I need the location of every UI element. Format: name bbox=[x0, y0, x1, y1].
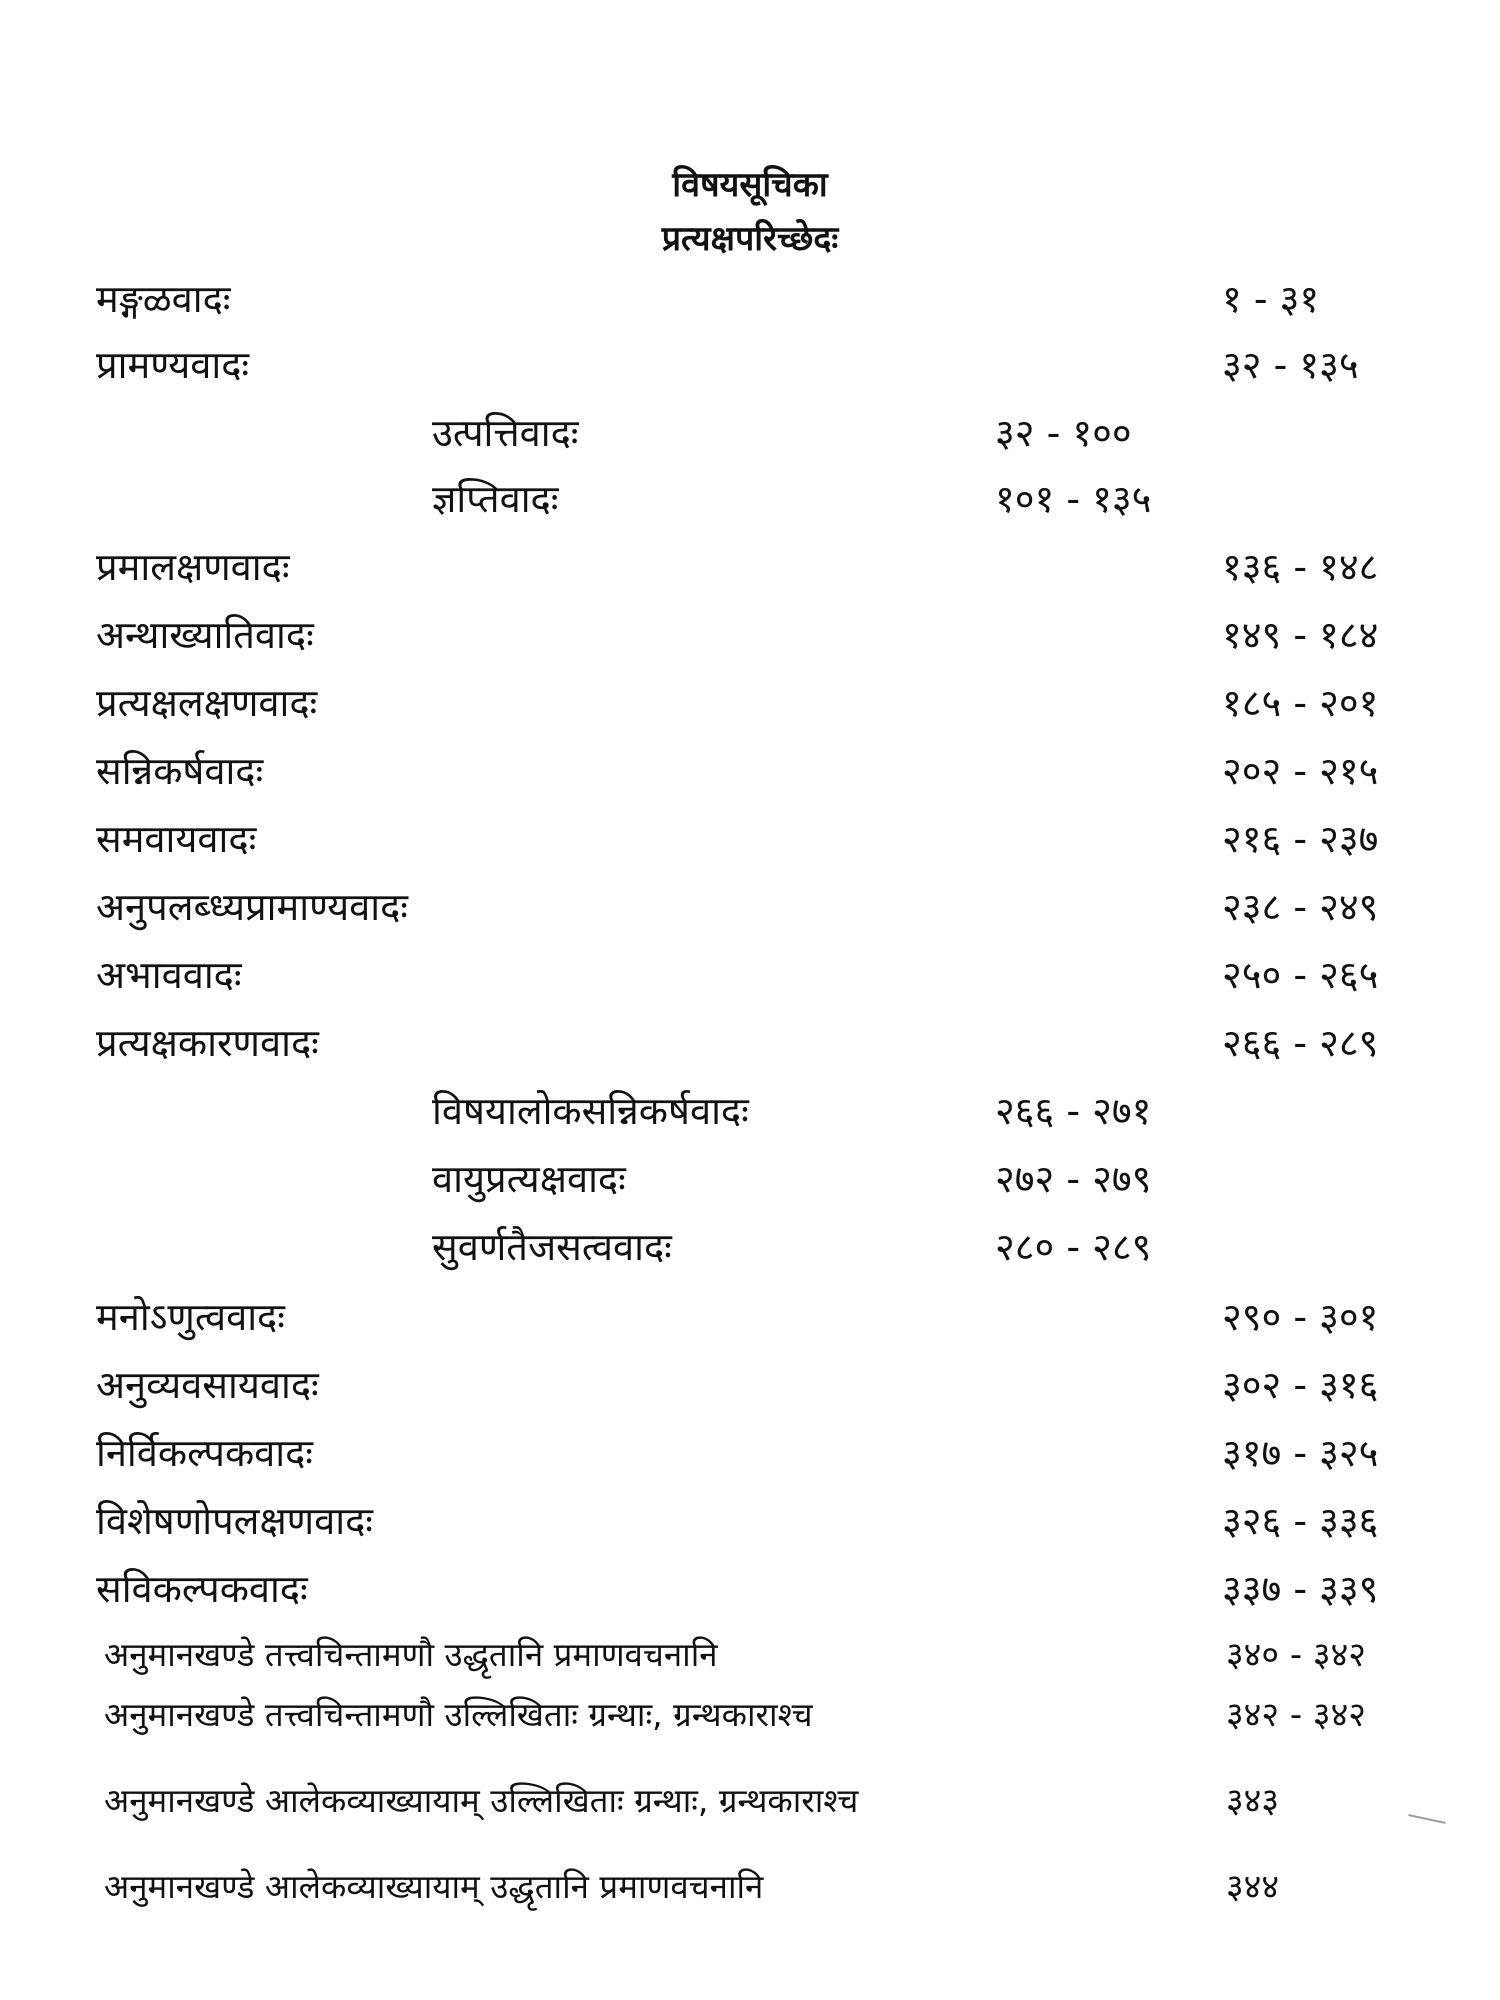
toc-entry-pages: २५० - २६५ bbox=[1222, 953, 1379, 997]
toc-subentry bbox=[0, 1157, 1500, 1220]
toc-entry-label: प्रमालक्षणवादः bbox=[96, 545, 290, 589]
toc-entry bbox=[0, 613, 1500, 676]
toc-entry-pages: १८५ - २०१ bbox=[1222, 681, 1379, 725]
toc-entry-label: प्रत्यक्षलक्षणवादः bbox=[96, 681, 318, 725]
toc-appendix-label: अनुमानखण्डे तत्त्वचिन्तामणौ उल्लिखिताः ग्रन्थाः, ग्रन्थकाराश्च bbox=[104, 1695, 813, 1734]
toc-subentry-label: विषयालोकसन्निकर्षवादः bbox=[432, 1089, 749, 1133]
toc-entry-pages: २६६ - २८९ bbox=[1222, 1021, 1379, 1065]
toc-subentry-pages: २७२ - २७९ bbox=[995, 1157, 1152, 1201]
toc-subentry bbox=[0, 477, 1500, 540]
toc-subentry-label: सुवर्णतैजसत्ववादः bbox=[432, 1225, 672, 1269]
toc-subentry-pages: १०१ - १३५ bbox=[995, 477, 1152, 521]
toc-entry bbox=[0, 1499, 1500, 1562]
toc-entry-pages: २०२ - २१५ bbox=[1222, 749, 1379, 793]
toc-subentry-label: ज्ञप्तिवादः bbox=[432, 477, 559, 521]
toc-subentry-label: उत्पत्तिवादः bbox=[432, 411, 579, 455]
toc-entry-pages: १ - ३१ bbox=[1222, 277, 1320, 321]
toc-entry bbox=[0, 953, 1500, 1016]
toc-entry bbox=[0, 545, 1500, 608]
toc-entry bbox=[0, 343, 1500, 406]
toc-entry-label: अनुव्यवसायवादः bbox=[96, 1363, 319, 1407]
toc-entry-pages: ३२६ - ३३६ bbox=[1222, 1499, 1379, 1543]
toc-subentry-pages: २६६ - २७१ bbox=[995, 1089, 1152, 1133]
toc-entry-pages: ३३७ - ३३९ bbox=[1222, 1567, 1379, 1611]
toc-entry-label: निर्विकल्पकवादः bbox=[96, 1431, 313, 1475]
toc-entry-label: अन्थाख्यातिवादः bbox=[96, 613, 314, 657]
toc-appendix-entry bbox=[0, 1781, 1500, 1844]
toc-entry-label: प्रामण्यवादः bbox=[96, 343, 250, 387]
toc-entry bbox=[0, 1567, 1500, 1630]
toc-entry-label: सन्निकर्षवादः bbox=[96, 749, 264, 793]
toc-entry-pages: ३१७ - ३२५ bbox=[1222, 1431, 1379, 1475]
toc-entry-pages: २१६ - २३७ bbox=[1222, 817, 1379, 861]
toc-entry bbox=[0, 817, 1500, 880]
toc-entry-pages: २३८ - २४९ bbox=[1222, 885, 1379, 929]
toc-entry bbox=[0, 1021, 1500, 1084]
toc-subentry-pages: ३२ - १०० bbox=[995, 411, 1132, 455]
toc-entry-pages: १४९ - १८४ bbox=[1222, 613, 1379, 657]
toc-subentry bbox=[0, 411, 1500, 474]
toc-subentry bbox=[0, 1089, 1500, 1152]
toc-appendix-entry bbox=[0, 1867, 1500, 1930]
toc-entry bbox=[0, 885, 1500, 948]
toc-appendix-pages: ३४० - ३४२ bbox=[1226, 1635, 1366, 1675]
toc-entry bbox=[0, 1295, 1500, 1358]
toc-entry-pages: २९० - ३०१ bbox=[1222, 1295, 1379, 1339]
toc-entry-pages: ३०२ - ३१६ bbox=[1222, 1363, 1379, 1407]
toc-entry bbox=[0, 277, 1500, 340]
toc-entry-pages: १३६ - १४८ bbox=[1222, 545, 1379, 589]
toc-entry-label: सविकल्पकवादः bbox=[96, 1567, 308, 1611]
toc-entry-pages: ३२ - १३५ bbox=[1222, 343, 1359, 387]
toc-entry-label: समवायवादः bbox=[96, 817, 257, 861]
toc-entry bbox=[0, 749, 1500, 812]
toc-subentry-pages: २८० - २८९ bbox=[995, 1225, 1152, 1269]
toc-entry-label: प्रत्यक्षकारणवादः bbox=[96, 1021, 319, 1065]
toc-entry bbox=[0, 1431, 1500, 1494]
toc-appendix-entry bbox=[0, 1635, 1500, 1698]
toc-entry-label: विशेषणोपलक्षणवादः bbox=[96, 1499, 373, 1543]
section-title: प्रत्यक्षपरिच्छेदः bbox=[661, 219, 839, 259]
toc-entry-label: मनोऽणुत्ववादः bbox=[96, 1295, 285, 1339]
toc-entry-label: अनुपलब्ध्यप्रामाण्यवादः bbox=[96, 885, 408, 929]
toc-subentry bbox=[0, 1225, 1500, 1288]
toc-entry bbox=[0, 1363, 1500, 1426]
toc-entry-label: मङ्गळवादः bbox=[96, 277, 231, 321]
toc-appendix-label: अनुमानखण्डे तत्त्वचिन्तामणौ उद्धृतानि प्रमाणवचनानि bbox=[104, 1635, 718, 1674]
toc-entry-label: अभाववादः bbox=[96, 953, 242, 997]
toc-appendix-pages: ३४२ - ३४२ bbox=[1226, 1695, 1366, 1735]
toc-subentry-label: वायुप्रत्यक्षवादः bbox=[432, 1157, 626, 1201]
toc-appendix-label: अनुमानखण्डे आलेकव्याख्यायाम् उद्धृतानि प्रमाणवचनानि bbox=[104, 1867, 764, 1906]
page-title: विषयसूचिका bbox=[672, 165, 828, 205]
toc-appendix-label: अनुमानखण्डे आलेकव्याख्यायाम् उल्लिखिताः ग्रन्थाः, ग्रन्थकाराश्च bbox=[104, 1781, 859, 1820]
toc-entry bbox=[0, 681, 1500, 744]
toc-appendix-entry bbox=[0, 1695, 1500, 1758]
toc-appendix-pages: ३४३ bbox=[1226, 1781, 1280, 1821]
toc-appendix-pages: ३४४ bbox=[1226, 1867, 1280, 1907]
